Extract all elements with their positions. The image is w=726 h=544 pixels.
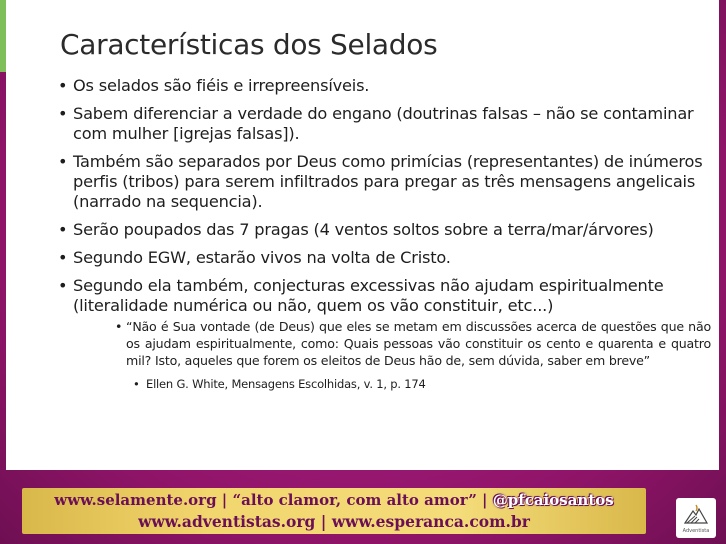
banner-line-2[interactable]: www.adventistas.org | www.esperanca.com.br <box>138 512 530 531</box>
bullet-item: • Os selados são fiéis e irrepreensíveis. <box>58 76 708 96</box>
quote-bullet: • “Não é Sua vontade (de Deus) que eles se metam em discussões acerca de questões que não os ajudam espiritualmente, como: Quais pessoas vão constituir os cento e quarenta e quatro mil? Isto, aqueles que forem os eleitos de Deus hão de, sem dúvida, saber em breve” <box>115 318 711 369</box>
banner-sites-text: www.selamente.org | “alto clamor, com alto amor” | <box>54 491 488 509</box>
bullet-text: Segundo ela também, conjecturas excessivas não ajudam espiritualmente (literalidade numérica ou não, quem os vão constituir, etc...) <box>73 276 664 315</box>
citation-bullet: • Ellen G. White, Mensagens Escolhidas, v. 1, p. 174 <box>133 377 708 392</box>
bullet-item <box>58 276 711 392</box>
footer-banner <box>22 488 646 534</box>
adventist-church-logo-icon <box>683 503 709 527</box>
slide-content <box>6 0 719 470</box>
bullet-item: • Sabem diferenciar a verdade do engano (doutrinas falsas – não se contaminar com mulher [igrejas falsas]). <box>58 104 708 144</box>
banner-line-1 <box>22 491 646 509</box>
bullet-list <box>58 76 711 400</box>
logo-text: Adventista <box>682 527 710 534</box>
social-handle[interactable]: @pfcaiosantos <box>492 491 614 509</box>
slide-title: Características dos Selados <box>60 28 438 61</box>
adventist-logo <box>676 498 716 538</box>
bullet-item: • Também são separados por Deus como primícias (representantes) de inúmeros perfis (tribos) para serem infiltrados para pregar as três mensagens angelicais (narrado na sequencia). <box>58 152 708 212</box>
bullet-item: • Serão poupados das 7 pragas (4 ventos soltos sobre a terra/mar/árvores) <box>58 220 708 240</box>
bullet-item: • Segundo EGW, estarão vivos na volta de Cristo. <box>58 248 708 268</box>
